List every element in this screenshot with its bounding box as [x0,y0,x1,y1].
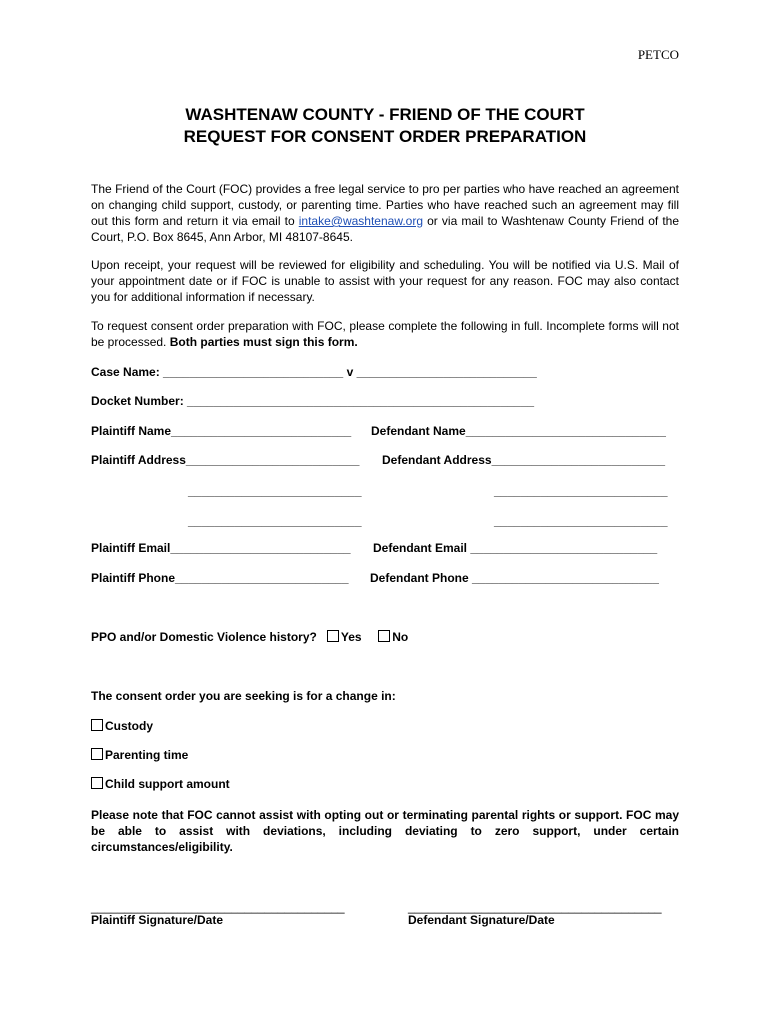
custody-option[interactable] [91,718,153,734]
defendant-address-line-3[interactable]: __________________________ [494,514,668,528]
defendant-signature-label: Defendant Signature/Date [408,913,555,927]
plaintiff-address-line-3[interactable]: __________________________ [188,514,362,528]
plaintiff-address-line-2[interactable]: __________________________ [188,484,362,498]
parenting-time-label: Parenting time [105,748,189,762]
ppo-question-row [91,629,408,645]
ppo-yes-label: Yes [340,630,362,644]
ppo-question: PPO and/or Domestic Violence history? [91,630,317,644]
plaintiff-email-field[interactable]: Plaintiff Email___________________________ [91,541,351,555]
form-code: PETCO [637,47,679,62]
form-title [0,104,770,148]
case-name-field[interactable]: Case Name: ___________________________ v ___________________________ [91,365,537,379]
plaintiff-name-field[interactable]: Plaintiff Name___________________________ [91,424,352,438]
defendant-signature-line[interactable]: ______________________________________ [408,900,662,914]
child-support-checkbox[interactable] [91,777,103,789]
ppo-yes-checkbox[interactable] [327,630,339,642]
ppo-no-label: No [392,630,409,644]
instructions-text: To request consent order preparation with FOC, please complete the following in full. Incomplete forms will not be processed. [91,319,679,349]
plaintiff-phone-field[interactable]: Plaintiff Phone__________________________ [91,571,349,585]
change-heading: The consent order you are seeking is for a change in: [91,689,396,703]
plaintiff-signature-line[interactable]: ______________________________________ [91,900,345,914]
docket-number-field[interactable]: Docket Number: ____________________________________________________ [91,394,535,408]
defendant-address-line-2[interactable]: __________________________ [494,484,668,498]
title-line-1: WASHTENAW COUNTY - FRIEND OF THE COURT [185,105,585,124]
defendant-phone-field[interactable]: Defendant Phone ____________________________ [370,571,659,585]
ppo-no-checkbox[interactable] [378,630,390,642]
intro-paragraph [91,181,679,245]
custody-label: Custody [105,719,153,733]
title-line-2: REQUEST FOR CONSENT ORDER PREPARATION [183,127,587,146]
eligibility-note: Please note that FOC cannot assist with opting out or terminating parental rights or support. FOC may be able to assist with deviations, including deviating to zero support, under certain circumstances/eligibility. [91,808,679,854]
intro-text-end: or via mail to Washtenaw County Friend of the Court, P.O. Box 8645, Ann Arbor, MI 48107-8645. [91,214,680,244]
parenting-time-checkbox[interactable] [91,748,103,760]
custody-checkbox[interactable] [91,719,103,731]
signature-requirement: Both parties must sign this form. [169,335,358,349]
defendant-address-field[interactable]: Defendant Address__________________________ [382,453,666,467]
defendant-name-field[interactable]: Defendant Name______________________________ [371,424,666,438]
plaintiff-address-field[interactable]: Plaintiff Address__________________________ [91,453,360,467]
child-support-label: Child support amount [105,777,230,791]
plaintiff-signature-label: Plaintiff Signature/Date [91,913,224,927]
child-support-option[interactable] [91,776,230,792]
receipt-paragraph: Upon receipt, your request will be reviewed for eligibility and scheduling. You will be notified via U.S. Mail of your appointment date or if FOC is unable to assist with your request for any reason. FOC may also contact you for additional information if necessary. [91,258,679,304]
intake-email-link[interactable]: intake@washtenaw.org [298,214,424,228]
intro-text: The Friend of the Court (FOC) provides a free legal service to pro per parties who have reached an agreement on changing child support, custody, or parenting time. Parties who have reached such an agreement may fill out this form and return it via email to [91,182,679,228]
instructions-paragraph [91,318,679,350]
parenting-time-option[interactable] [91,747,188,763]
defendant-email-field[interactable]: Defendant Email ____________________________ [373,541,658,555]
